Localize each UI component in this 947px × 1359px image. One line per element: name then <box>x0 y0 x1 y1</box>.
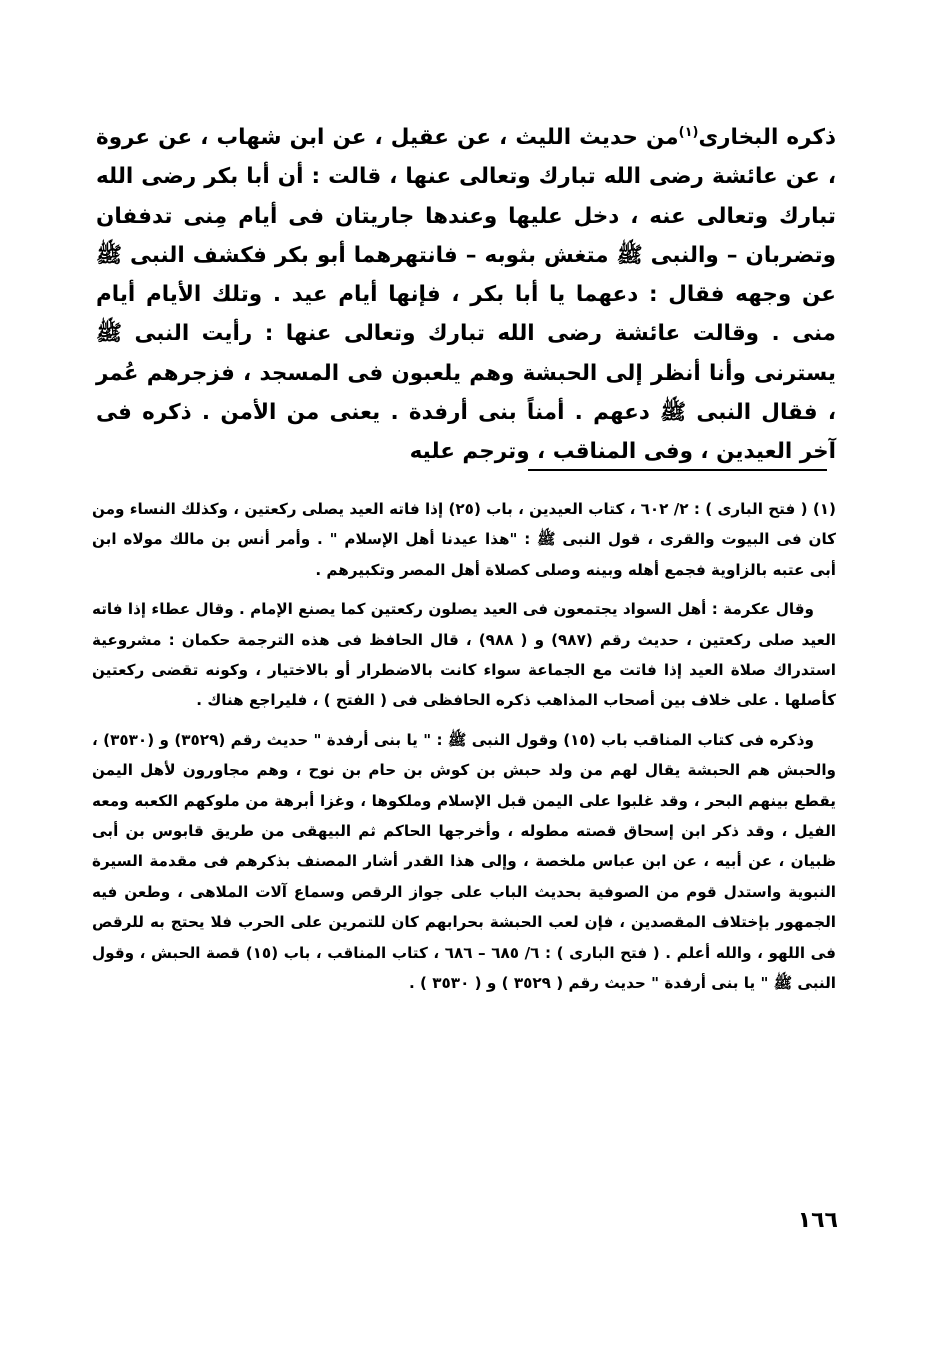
page-number: ١٦٦ <box>797 1208 838 1233</box>
main-text-start: ذكره البخارى <box>698 125 836 150</box>
footnote-paragraph-ikrima: وقال عكرمة : أهل السواد يجتمعون فى العيد يصلون ركعتين كما يصنع الإمام . وقال عطاء إذا فاته العيد صلى ركعتين ، حديث رقم (٩٨٧) و ( ٩٨٨) ، قال الحافظ فى هذه الترجمة حكمان : مشروعية استدراك صلاة العيد إذا فاتت مع الجماعة سواء كانت بالاضطرار أو بالاختيار ، وكونه تقضى ركعتين كأصلها . على خلاف بين أصحاب المذاهب ذكره الحافظى فى ( الفتح ) ، فليراجع هناك . <box>92 600 836 710</box>
footnote-reference-mark: (١) <box>678 124 699 140</box>
main-text-rest: من حديث الليث ، عن عقيل ، عن ابن شهاب ، عن عروة ، عن عائشة رضى الله تبارك وتعالى عنها ، قالت : أن أبا بكر رضى الله تبارك وتعالى عنه ، دخل عليها وعندها جاريتان فى أيام مِنى تدففان وتضربان – والنبى ﷺ متغش بثوبه – فانتهرهما أبو بكر فكشف النبى ﷺ عن وجهه فقال : دعهما يا أبا بكر ، فإنها أيام عيد . وتلك الأيام أيام منى . وقالت عائشة رضى الله تبارك وتعالى عنها : رأيت النبى ﷺ يسترنى وأنا أنظر إلى الحبشة وهم يلعبون فى المسجد ، فزجرهم عُمر ، فقال النبى ﷺ دعهم . أمناً بنى أرفدة . يعنى من الأمن . ذكره فى آخر العيدين ، وفى المناقب ، وترجم عليه <box>96 125 836 465</box>
footnotes-section <box>92 494 836 999</box>
footnote-separator-line <box>528 469 827 471</box>
footnote-paragraph-manaqib: وذكره فى كتاب المناقب باب (١٥) وقول النبى ﷺ : " يا بنى أرفدة " حديث رقم (٣٥٢٩) و (٣٥٣٠) ، والحبش هم الحبشة يقال لهم من ولد حبش بن كوش بن حام بن نوح ، وهم مجاورون لأهل اليمن يقطع بينهم البحر ، وقد غلبوا على اليمن قبل الإسلام وملكوها ، وغزا أبرهة من ملوكهم الكعبه ومعه الفيل ، وقد ذكر ابن إسحاق قصته مطوله ، وأخرجها الحاكم ثم البيهقى من طريق قابوس بن أبى ظبيان ، عن أبيه ، عن ابن عباس ملخصة ، وإلى هذا القدر أشار المصنف بذكرهم فى مقدمة السيرة النبوية واستدل قوم من الصوفية بحديث الباب على جواز الرقص وسماع آلات الملاهى ، وطعن فيه الجمهور بإختلاف المقصدين ، فإن لعب الحبشة بحرابهم كان للتمرين على الحرب فلا يحتج به للرقص فى اللهو ، والله أعلم . ( فتح البارى ) : ٦/ ٦٨٥ – ٦٨٦ ، كتاب المناقب ، باب (١٥) قصة الحبش ، وقول النبى ﷺ " يا بنى أرفدة " حديث رقم ( ٣٥٢٩ ) و ( ٣٥٣٠ ) . <box>92 730 836 993</box>
main-body-text <box>96 118 836 472</box>
footnote-1: (١) ( فتح البارى ) : ٢/ ٦٠٢ ، كتاب العيدين ، باب (٢٥) إذا فاته العيد يصلى ركعتين ، وكذلك النساء ومن كان فى البيوت والقرى ، قول النبى ﷺ : "هذا عيدنا أهل الإسلام " . وأمر أنس بن مالك مولاه ابن أبى عتبه بالزاوية فجمع أهله وبينه وصلى كصلاة أهل المصر وتكبيرهم . <box>91 500 836 579</box>
